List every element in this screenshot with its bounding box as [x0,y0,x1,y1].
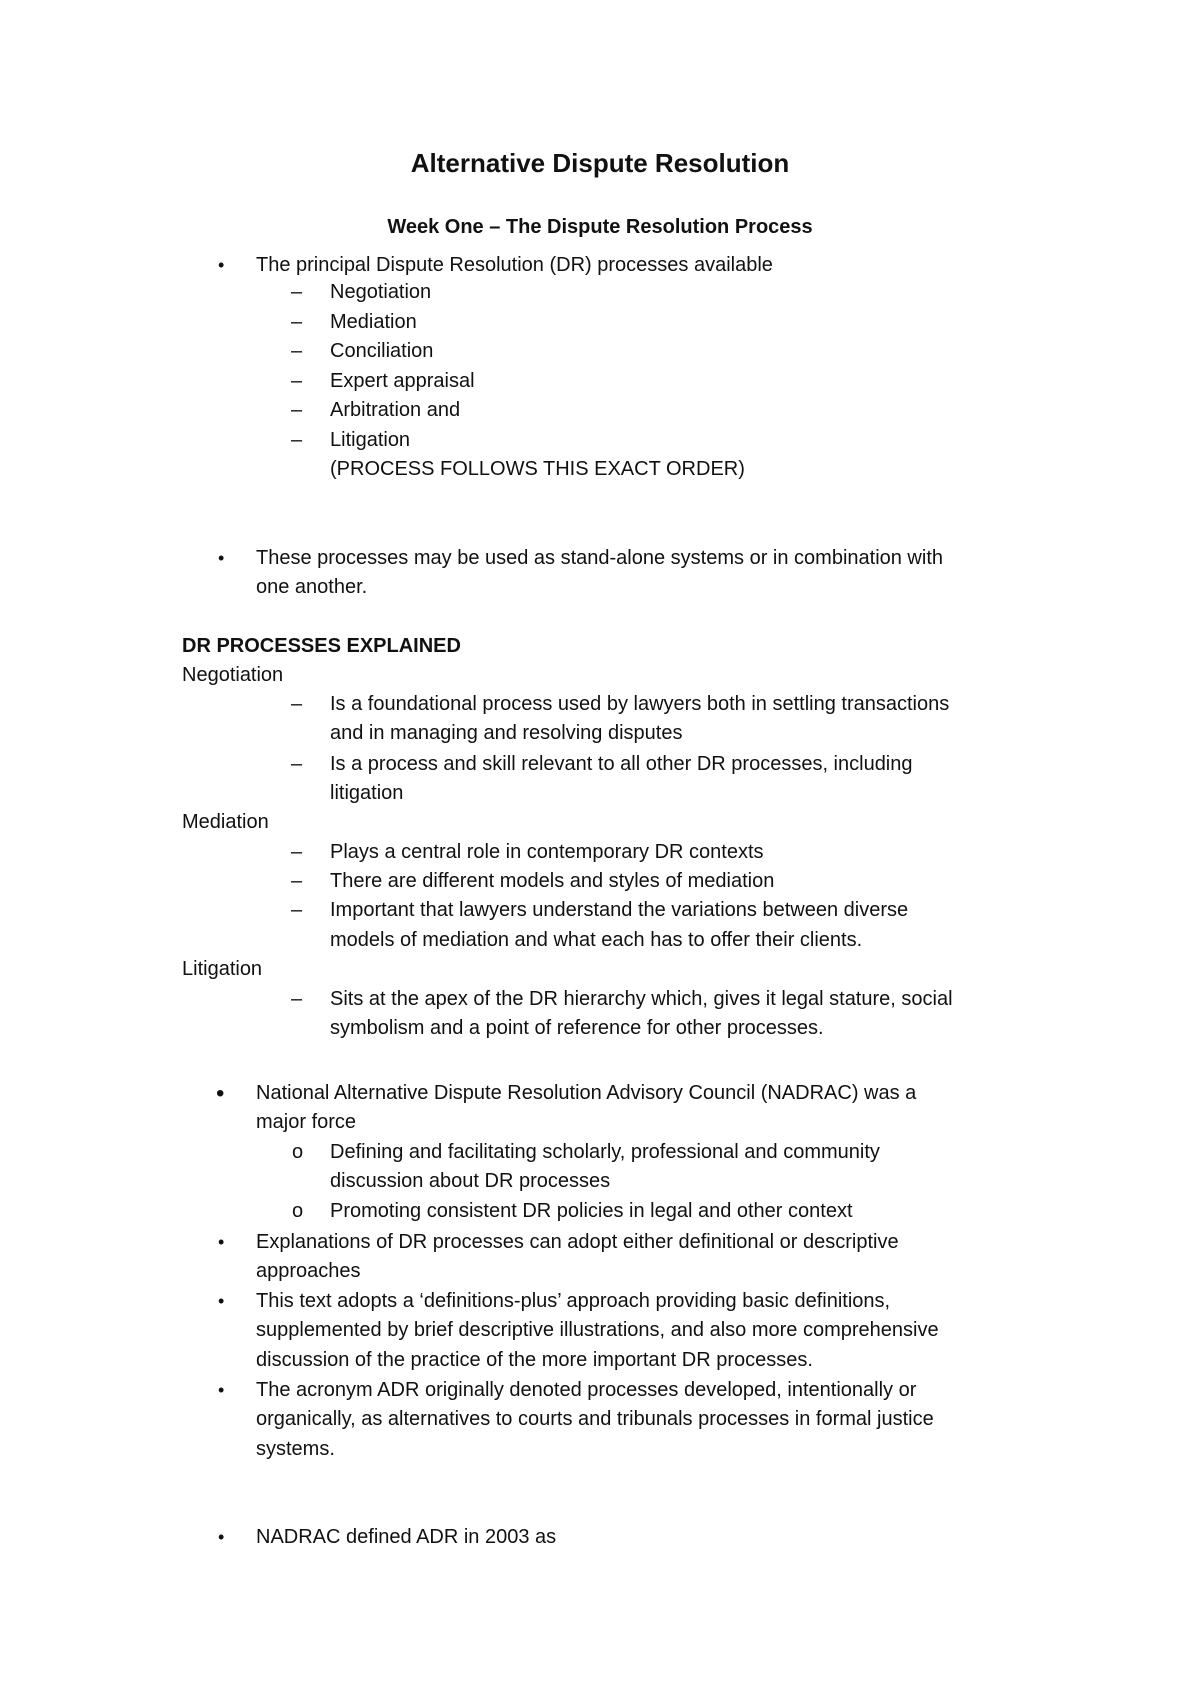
bullet-marker: • [218,548,225,568]
dash-marker: – [291,399,303,421]
circle-marker: o [292,1141,304,1163]
nadrac-subpoint: discussion about DR processes [330,1170,611,1192]
dash-marker: – [291,370,303,392]
circle-marker: o [292,1200,304,1222]
process-item: Litigation [330,429,411,451]
document-title: Alternative Dispute Resolution [410,148,790,178]
dash-marker: – [291,429,303,451]
process-order-note: (PROCESS FOLLOWS THIS EXACT ORDER) [330,458,745,480]
mediation-point: models of mediation and what each has to offer their clients. [330,929,863,951]
note-text: systems. [256,1438,335,1460]
negotiation-point: Is a process and skill relevant to all other DR processes, including [330,753,913,775]
note-text: The acronym ADR originally denoted processes developed, intentionally or [256,1379,917,1401]
process-item: Mediation [330,311,417,333]
nadrac-note: National Alternative Dispute Resolution Advisory Council (NADRAC) was a [256,1082,917,1104]
section-heading: DR PROCESSES EXPLAINED [182,635,461,657]
dash-marker: – [291,693,303,715]
negotiation-point: Is a foundational process used by lawyers both in settling transactions [330,693,950,715]
process-item: Arbitration and [330,399,461,421]
mediation-point: Plays a central role in contemporary DR contexts [330,841,764,863]
note-text: supplemented by brief descriptive illustrations, and also more comprehensive [256,1319,939,1341]
dash-marker: – [291,988,303,1010]
litigation-point: symbolism and a point of reference for other processes. [330,1017,824,1039]
mediation-point: Important that lawyers understand the variations between diverse [330,899,909,921]
bullet-marker: • [218,255,225,275]
dash-marker: – [291,340,303,362]
nadrac-note: major force [256,1111,357,1133]
dash-marker: – [291,753,303,775]
bullet-marker: • [216,1080,225,1107]
dash-marker: – [291,311,303,333]
note-text: discussion of the practice of the more important DR processes. [256,1349,813,1371]
nadrac-subpoint: Defining and facilitating scholarly, professional and community [330,1141,880,1163]
bullet-marker: • [218,1380,225,1400]
bullet-marker: • [218,1527,225,1547]
dash-marker: – [291,281,303,303]
document-subtitle: Week One – The Dispute Resolution Process [387,216,813,238]
process-label-litigation: Litigation [182,958,263,980]
process-item: Conciliation [330,340,434,362]
negotiation-point: litigation [330,782,404,804]
intro-bullet-text: The principal Dispute Resolution (DR) processes available [256,254,773,276]
process-item: Expert appraisal [330,370,475,392]
dash-marker: – [291,870,303,892]
note-text: This text adopts a ‘definitions-plus’ approach providing basic definitions, [256,1290,891,1312]
bullet-marker: • [218,1291,225,1311]
negotiation-point: and in managing and resolving disputes [330,722,683,744]
nadrac-subpoint: Promoting consistent DR policies in legal and other context [330,1200,853,1222]
note-text: approaches [256,1260,361,1282]
note-text: organically, as alternatives to courts and tribunals processes in formal justice [256,1408,934,1430]
process-label-negotiation: Negotiation [182,664,284,686]
litigation-point: Sits at the apex of the DR hierarchy which, gives it legal stature, social [330,988,953,1010]
note-text: Explanations of DR processes can adopt either definitional or descriptive [256,1231,899,1253]
process-label-mediation: Mediation [182,811,269,833]
note-text: NADRAC defined ADR in 2003 as [256,1526,557,1548]
mediation-point: There are different models and styles of mediation [330,870,775,892]
bullet-marker: • [218,1232,225,1252]
process-item: Negotiation [330,281,432,303]
intro-bullet-text: one another. [256,576,368,598]
dash-marker: – [291,899,303,921]
intro-bullet-text: These processes may be used as stand-alone systems or in combination with [256,547,944,569]
dash-marker: – [291,841,303,863]
